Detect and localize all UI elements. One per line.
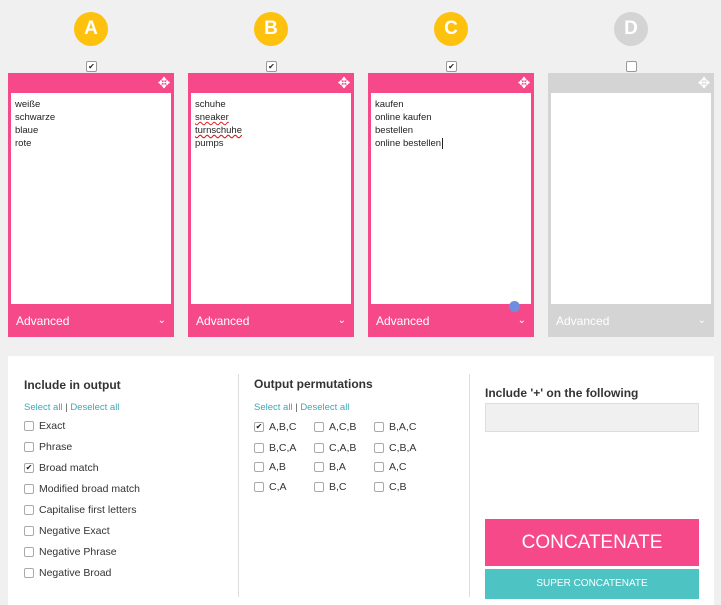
- checkbox[interactable]: [24, 505, 34, 515]
- chevron-down-icon: ⌄: [337, 315, 346, 326]
- option-label: B,C,A: [269, 442, 297, 454]
- options-panel: [8, 356, 714, 605]
- keyword-line: bestellen: [375, 125, 414, 136]
- keyword-line: kaufen: [375, 99, 404, 110]
- permutation-option[interactable]: [374, 461, 407, 473]
- checkbox[interactable]: [24, 547, 34, 557]
- option-label: Negative Broad: [39, 567, 112, 579]
- checkbox[interactable]: [314, 462, 324, 472]
- option-label: C,A,B: [329, 442, 357, 454]
- mouse-pointer-dot: [509, 301, 520, 312]
- option-label: Negative Phrase: [39, 546, 117, 558]
- permutation-option[interactable]: [314, 421, 356, 433]
- checkbox[interactable]: [314, 482, 324, 492]
- permutation-option[interactable]: [374, 442, 416, 454]
- column-c-checkbox[interactable]: ✔: [446, 61, 457, 72]
- keyword-line: [195, 124, 347, 137]
- column-d-box: [548, 73, 714, 337]
- include-title: Include in output: [24, 378, 121, 392]
- column-a-box: [8, 73, 174, 337]
- permutation-option[interactable]: [314, 461, 346, 473]
- option-label: A,B,C: [269, 421, 297, 433]
- option-label: B,A: [329, 461, 346, 473]
- include-select-links: [24, 402, 119, 413]
- advanced-toggle-b[interactable]: [188, 304, 354, 337]
- checkbox[interactable]: [24, 484, 34, 494]
- option-label: A,C,B: [329, 421, 357, 433]
- keyword-line: online kaufen: [375, 112, 432, 123]
- checkbox[interactable]: [254, 462, 264, 472]
- permutation-option[interactable]: [254, 442, 296, 454]
- keyword-text: turnschuhe: [195, 125, 243, 136]
- permutation-option[interactable]: [374, 481, 407, 493]
- link-separator: |: [295, 402, 298, 413]
- move-icon[interactable]: ✥: [157, 75, 171, 92]
- deselect-all-link[interactable]: Deselect all: [300, 402, 350, 413]
- option-label: Modified broad match: [39, 483, 140, 495]
- column-a-checkbox[interactable]: ✔: [86, 61, 97, 72]
- advanced-label: Advanced: [16, 313, 70, 328]
- move-icon[interactable]: ✥: [697, 75, 711, 92]
- deselect-all-link[interactable]: Deselect all: [70, 402, 120, 413]
- option-label: C,B: [389, 481, 407, 493]
- include-option[interactable]: [24, 462, 99, 474]
- checkbox[interactable]: [374, 482, 384, 492]
- move-icon[interactable]: ✥: [517, 75, 531, 92]
- option-label: C,A: [269, 481, 287, 493]
- checkbox[interactable]: [254, 443, 264, 453]
- checkbox[interactable]: [24, 442, 34, 452]
- keyword-line: sneaker: [195, 112, 229, 123]
- advanced-label: Advanced: [376, 313, 430, 328]
- advanced-label: Advanced: [556, 313, 610, 328]
- include-option[interactable]: [24, 441, 72, 453]
- plus-title: Include '+' on the following: [485, 386, 639, 400]
- column-d-textarea[interactable]: [551, 93, 711, 304]
- text-cursor: [442, 138, 443, 149]
- keyword-line: pumps: [195, 138, 224, 149]
- keyword-text: online bestellen: [375, 138, 442, 149]
- column-d-checkbox[interactable]: [626, 61, 637, 72]
- option-label: Capitalise first letters: [39, 504, 137, 516]
- column-b-badge: B: [254, 12, 288, 46]
- super-concatenate-button[interactable]: SUPER CONCATENATE: [485, 569, 699, 599]
- select-all-link[interactable]: Select all: [24, 402, 63, 413]
- checkbox[interactable]: [314, 422, 324, 432]
- advanced-label: Advanced: [196, 313, 250, 328]
- keyword-line: schuhe: [195, 99, 226, 110]
- checkbox[interactable]: [314, 443, 324, 453]
- permutation-option[interactable]: [374, 421, 416, 433]
- checkbox[interactable]: [374, 462, 384, 472]
- advanced-toggle-a[interactable]: [8, 304, 174, 337]
- option-label: A,C: [389, 461, 407, 473]
- option-label: A,B: [269, 461, 286, 473]
- permutation-option[interactable]: [254, 421, 296, 433]
- chevron-down-icon: ⌄: [697, 315, 706, 326]
- checkbox[interactable]: [254, 482, 264, 492]
- keyword-line: weiße: [15, 99, 41, 110]
- permutations-title: Output permutations: [254, 377, 373, 391]
- include-option[interactable]: [24, 420, 65, 432]
- include-option[interactable]: [24, 504, 136, 516]
- include-option[interactable]: [24, 567, 111, 579]
- column-b-textarea[interactable]: [191, 93, 351, 304]
- chevron-down-icon: ⌄: [517, 315, 526, 326]
- keyword-line: rote: [15, 138, 32, 149]
- chevron-down-icon: ⌄: [157, 315, 166, 326]
- divider: [469, 374, 470, 597]
- keyword-line: [375, 137, 527, 150]
- permutation-option[interactable]: [314, 481, 347, 493]
- column-c-textarea[interactable]: [371, 93, 531, 304]
- select-all-link[interactable]: Select all: [254, 402, 293, 413]
- column-b-checkbox[interactable]: ✔: [266, 61, 277, 72]
- option-label: Broad match: [39, 462, 99, 474]
- option-label: Negative Exact: [39, 525, 110, 537]
- checkbox[interactable]: ✔: [255, 422, 263, 431]
- divider: [238, 374, 239, 597]
- option-label: Exact: [39, 420, 66, 432]
- concatenate-button[interactable]: CONCATENATE: [485, 519, 699, 566]
- column-b-box: [188, 73, 354, 337]
- move-icon[interactable]: ✥: [337, 75, 351, 92]
- column-a-badge: A: [74, 12, 108, 46]
- plus-input[interactable]: [485, 403, 699, 432]
- include-option[interactable]: [24, 546, 117, 558]
- option-label: B,A,C: [389, 421, 417, 433]
- checkbox[interactable]: ✔: [25, 463, 33, 472]
- permutation-option[interactable]: [314, 442, 356, 454]
- column-c-badge: C: [434, 12, 468, 46]
- link-separator: |: [65, 402, 68, 413]
- column-d-badge: D: [614, 12, 648, 46]
- checkbox[interactable]: [374, 422, 384, 432]
- permutations-select-links: [254, 402, 349, 413]
- checkbox[interactable]: [24, 568, 34, 578]
- option-label: B,C: [329, 481, 347, 493]
- checkbox[interactable]: [24, 526, 34, 536]
- permutation-option[interactable]: [254, 481, 287, 493]
- include-option[interactable]: [24, 525, 110, 537]
- checkbox[interactable]: [374, 443, 384, 453]
- column-a-textarea[interactable]: [11, 93, 171, 304]
- column-c-box: [368, 73, 534, 337]
- permutation-option[interactable]: [254, 461, 286, 473]
- advanced-toggle-d[interactable]: [548, 304, 714, 337]
- option-label: Phrase: [39, 441, 73, 453]
- include-option[interactable]: [24, 483, 140, 495]
- checkbox[interactable]: [24, 421, 34, 431]
- keyword-line: schwarze: [15, 112, 56, 123]
- option-label: C,B,A: [389, 442, 417, 454]
- keyword-line: blaue: [15, 125, 39, 136]
